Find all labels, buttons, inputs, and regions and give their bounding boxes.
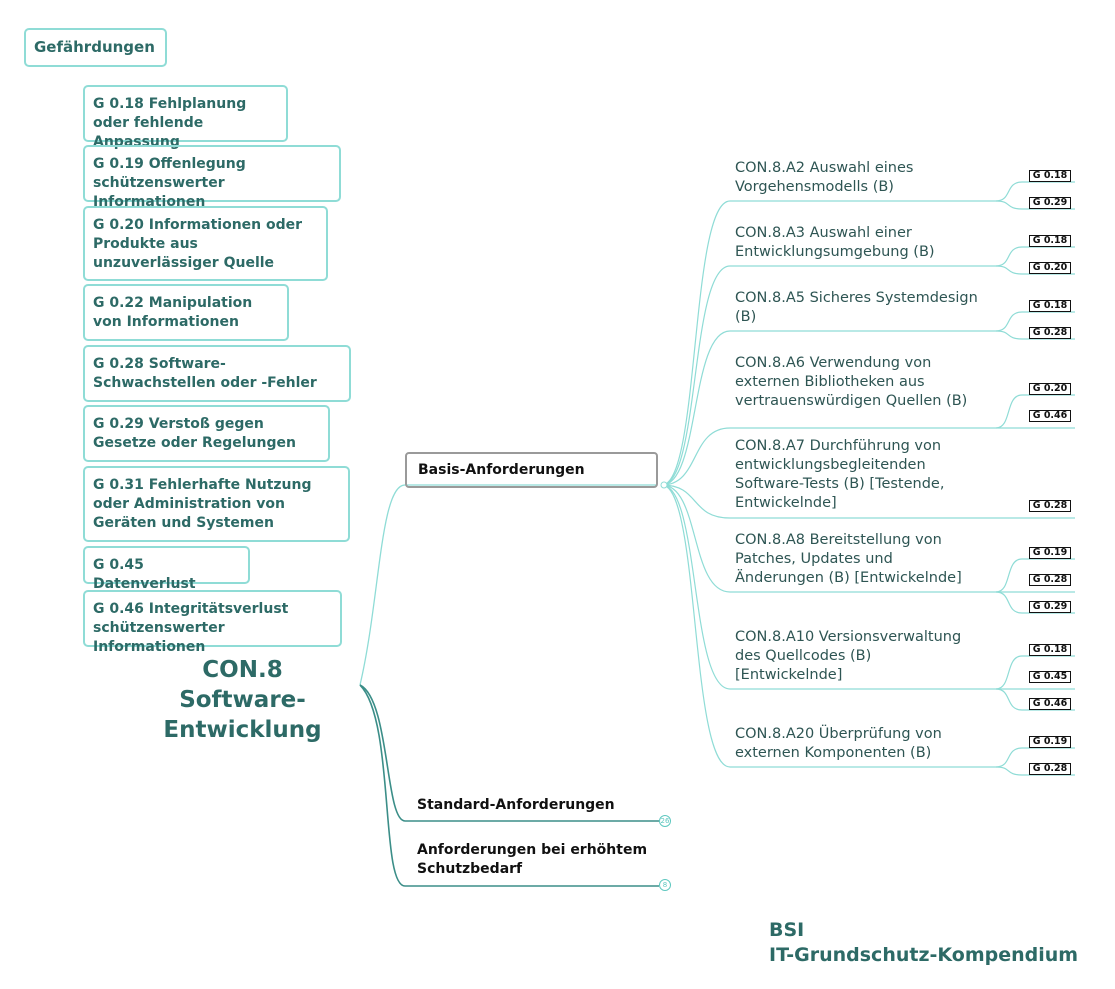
req-con8-a10[interactable]: CON.8.A10 Versionsverwaltung des Quellcodes (B) [Entwickelnde]	[735, 629, 962, 683]
threat-g031[interactable]: G 0.31 Fehlerhafte Nutzung oder Administration von Geräten und Systemen	[83, 466, 350, 542]
branch-standard[interactable]: Standard-Anforderungen	[417, 797, 615, 813]
threat-g022[interactable]: G 0.22 Manipulation von Informationen	[83, 284, 289, 341]
req-con8-a20[interactable]: CON.8.A20 Überprüfung von externen Komponenten (B)	[735, 726, 942, 761]
root-topic[interactable]: CON.8 Software-Entwicklung	[163, 657, 322, 743]
collapsed-count-erhoeht[interactable]: 8	[659, 879, 671, 891]
tag-a2-g029[interactable]: G 0.29	[1029, 197, 1071, 209]
tag-a10-g045[interactable]: G 0.45	[1029, 671, 1071, 683]
tag-a6-g046[interactable]: G 0.46	[1029, 410, 1071, 422]
threat-g045[interactable]: G 0.45 Datenverlust	[83, 546, 250, 584]
tag-a20-g028[interactable]: G 0.28	[1029, 763, 1071, 775]
req-con8-a6[interactable]: CON.8.A6 Verwendung von externen Bibliotheken aus vertrauenswürdigen Quellen (B)	[735, 355, 968, 409]
bsi-footer	[769, 918, 1078, 968]
req-con8-a7[interactable]: CON.8.A7 Durchführung von entwicklungsbegleitenden Software-Tests (B) [Testende, Entwickelnde]	[735, 438, 945, 511]
basis-junction-dot	[661, 482, 667, 488]
tag-a3-g018[interactable]: G 0.18	[1029, 235, 1071, 247]
req-con8-a3[interactable]: CON.8.A3 Auswahl einer Entwicklungsumgebung (B)	[735, 225, 935, 260]
branch-basis[interactable]: Basis-Anforderungen	[405, 452, 658, 488]
branch-erhoeht[interactable]: Anforderungen bei erhöhtem Schutzbedarf	[417, 842, 648, 877]
req-con8-a5[interactable]: CON.8.A5 Sicheres Systemdesign (B)	[735, 290, 978, 325]
threat-g018[interactable]: G 0.18 Fehlplanung oder fehlende Anpassung	[83, 85, 288, 142]
tag-a5-g028[interactable]: G 0.28	[1029, 327, 1071, 339]
threat-g029[interactable]: G 0.29 Verstoß gegen Gesetze oder Regelungen	[83, 405, 330, 462]
tag-a6-g020[interactable]: G 0.20	[1029, 383, 1071, 395]
threat-g046[interactable]: G 0.46 Integritätsverlust schützenswerter Informationen	[83, 590, 342, 647]
tag-a10-g018[interactable]: G 0.18	[1029, 644, 1071, 656]
footer-line2: IT-Grundschutz-Kompendium	[769, 944, 1079, 966]
tag-a10-g046[interactable]: G 0.46	[1029, 698, 1071, 710]
tag-a5-g018[interactable]: G 0.18	[1029, 300, 1071, 312]
tag-a8-g029[interactable]: G 0.29	[1029, 601, 1071, 613]
tag-a2-g018[interactable]: G 0.18	[1029, 170, 1071, 182]
tag-a3-g020[interactable]: G 0.20	[1029, 262, 1071, 274]
collapsed-count-standard[interactable]: 26	[660, 817, 670, 825]
tag-a7-g028[interactable]: G 0.28	[1029, 500, 1071, 512]
threat-g020[interactable]: G 0.20 Informationen oder Produkte aus unzuverlässiger Quelle	[83, 206, 328, 281]
threat-g019[interactable]: G 0.19 Offenlegung schützenswerter Informationen	[83, 145, 341, 202]
threat-g028[interactable]: G 0.28 Software-Schwachstellen oder -Fehler	[83, 345, 351, 402]
req-con8-a8[interactable]: CON.8.A8 Bereitstellung von Patches, Updates und Änderungen (B) [Entwickelnde]	[735, 532, 962, 586]
tag-a20-g019[interactable]: G 0.19	[1029, 736, 1071, 748]
footer-line1: BSI	[769, 919, 805, 941]
tag-a8-g019[interactable]: G 0.19	[1029, 547, 1071, 559]
tag-a8-g028[interactable]: G 0.28	[1029, 574, 1071, 586]
link-root-basis	[360, 485, 657, 685]
req-con8-a2[interactable]: CON.8.A2 Auswahl eines Vorgehensmodells (B)	[735, 160, 914, 195]
threats-heading[interactable]: Gefährdungen	[24, 28, 167, 67]
